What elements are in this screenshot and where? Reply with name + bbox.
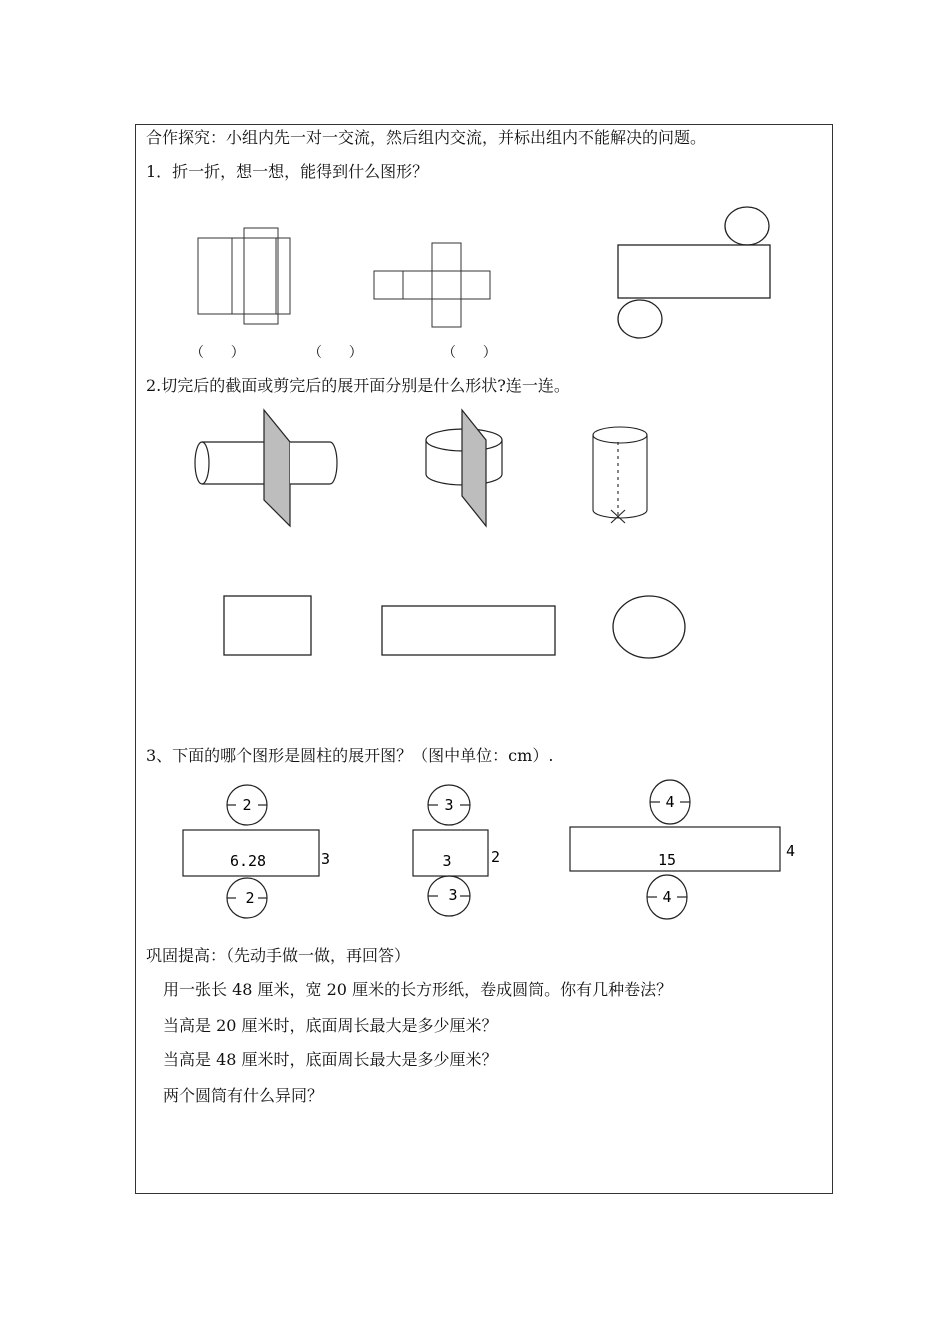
q1-title: 1．折一折，想一想，能得到什么图形？ [146,162,429,181]
consolidate-line-1: 用一张长 48 厘米，宽 20 厘米的长方形纸，卷成圆筒。你有几种卷法？ [163,980,673,999]
q3-nets [180,780,820,930]
tall-cylinder-cut [593,427,647,523]
consolidate-title: 巩固提高：（先动手做一做，再回答） [146,946,411,965]
folding-net-cylinder [618,207,770,338]
net-1-rect-label: 6.28 [229,852,267,870]
net-2-side-label: 2 [491,848,501,866]
net-1-bottom-label: 2 [245,889,255,907]
consolidate-line-2: 当高是 20 厘米时，底面周长最大是多少厘米？ [163,1016,498,1035]
q2-solids [190,400,670,540]
net-3 [570,780,780,919]
folding-net-cube [374,243,490,327]
shape-square [224,596,311,655]
short-cylinder-cut [426,410,502,526]
horizontal-cylinder-cut [195,410,337,526]
intro-text: 合作探究：小组内先一对一交流，然后组内交流，并标出组内不能解决的问题。 [146,128,707,147]
q1-blank-2: （ ） [308,345,363,361]
net-3-bottom-label: 4 [662,888,672,906]
q1-blank-1: （ ） [190,345,245,361]
net-2-top-label: 3 [444,796,454,814]
q2-shapes [220,590,700,670]
net-2-rect-label: 3 [442,852,452,870]
net-1-top-label: 2 [242,796,252,814]
net-3-top-label: 4 [665,793,675,811]
consolidate-line-3: 当高是 48 厘米时，底面周长最大是多少厘米？ [163,1050,498,1069]
net-3-side-label: 4 [786,842,796,860]
folding-net-prism [198,228,290,324]
net-2-bottom-label: 3 [448,886,458,904]
consolidate-line-4: 两个圆筒有什么异同？ [163,1086,324,1105]
shape-circle [613,596,685,658]
q3-title: 3、下面的哪个图形是圆柱的展开图？（图中单位：cm）. [146,746,554,765]
shape-rectangle [382,606,555,655]
q1-figures [190,200,790,340]
q2-title: 2.切完后的截面或剪完后的展开面分别是什么形状?连一连。 [146,376,570,395]
net-1-side-label: 3 [321,850,331,868]
net-3-rect-label: 15 [657,851,677,869]
q1-blank-3: （ ） [442,345,497,361]
